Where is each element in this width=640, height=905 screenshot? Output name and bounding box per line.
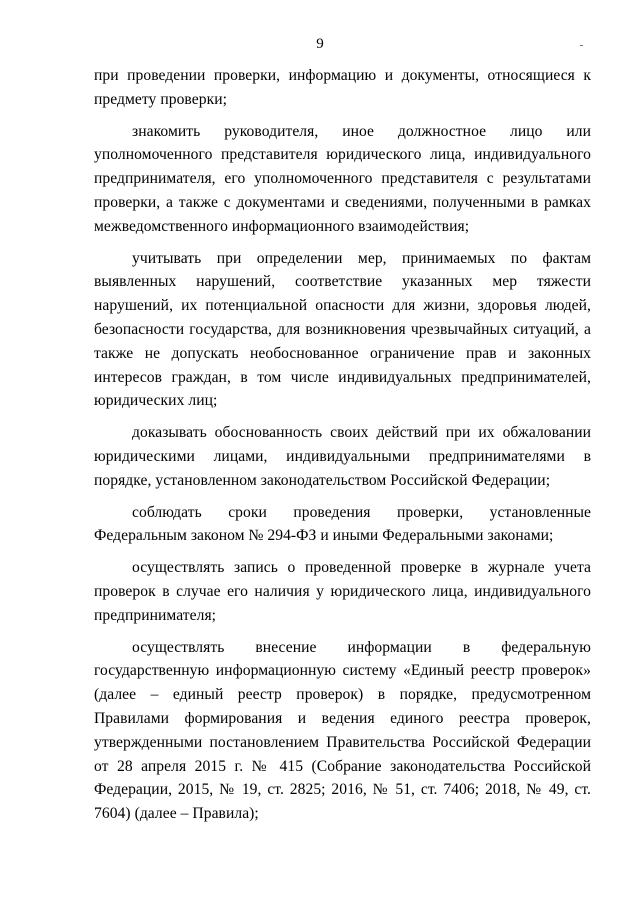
page-number: 9 (316, 36, 324, 52)
paragraph-observe-deadlines: соблюдать сроки проведения проверки, установленные Федеральным законом № 294-ФЗ и иными Федеральными законами; (94, 503, 591, 545)
paragraph-continuation: при проведении проверки, информацию и документы, относящиеся к предмету проверки; (94, 67, 591, 108)
paragraph-journal-record: осуществлять запись о проведенной проверке в журнале учета проверок в случае его наличия у юридического лица, индивидуального предпринимателя; (94, 559, 591, 624)
document-body (94, 64, 591, 834)
paragraph-familiarize: знакомить руководителя, иное должностное лицо или уполномоченного представителя юридического лица, индивидуального предпринимателя, его уполномоченного представителя с результатами проверки, а также с документами и сведениями, полученными в рамках межведомственного информационного взаимодействия; (94, 122, 591, 235)
paragraph-consider-measures: учитывать при определении мер, принимаемых по фактам выявленных нарушений, соответствие указанных мер тяжести нарушений, их потенциальной опасности для жизни, здоровья людей, безопасности государства, для возникновения чрезвычайных ситуаций, а также не допускать необоснованное ограничение прав и законных интересов граждан, в том числе индивидуальных предпринимателей, юридических лиц; (94, 249, 591, 410)
paragraph-prove-validity: доказывать обоснованность своих действий при их обжаловании юридическими лицами, индивидуальными предпринимателями в порядке, установленном законодательством Российской Федерации; (94, 424, 591, 489)
paragraph-registry-entry: осуществлять внесение информации в федеральную государственную информационную систему «Единый реестр проверок» (далее – единый реестр проверок) в порядке, предусмотренном Правилами формирования и ведения единого реестра проверок, утвержденными постановлением Правительства Российской Федерации от 28 апреля 2015 г. № 415 (Собрание законодательства Российской Федерации, 2015, № 19, ст. 2825; 2016, № 51, ст. 7406; 2018, № 49, ст. 7604) (далее – Правила); (94, 638, 591, 823)
